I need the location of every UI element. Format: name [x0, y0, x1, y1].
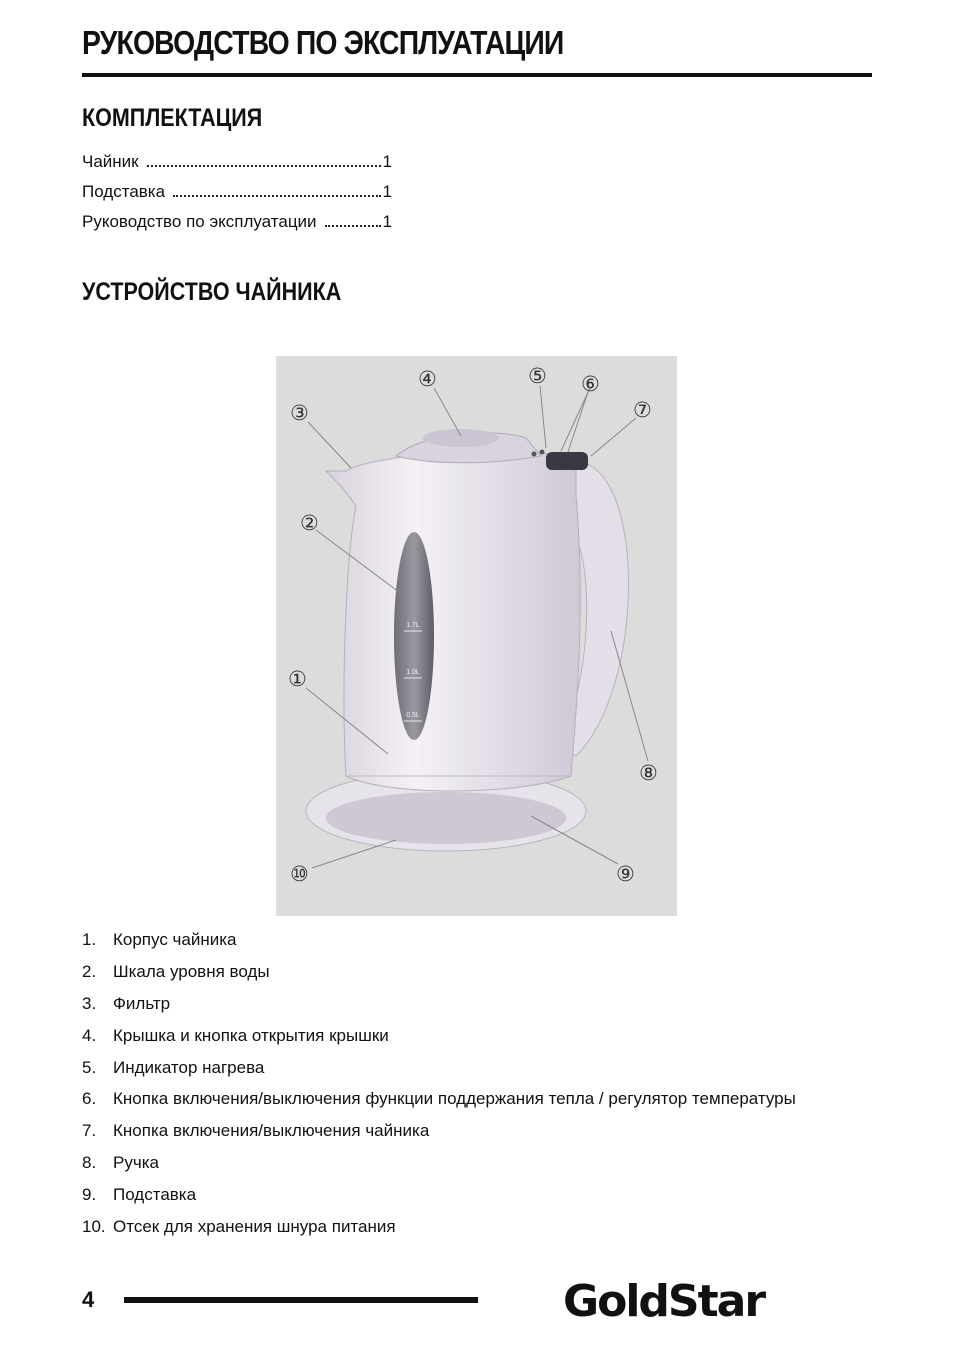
contents-item-name: Чайник: [82, 152, 139, 171]
item-label: Индикатор нагрева: [113, 1057, 265, 1077]
callout-5: ⑤: [528, 364, 547, 388]
list-item: [82, 1211, 796, 1243]
callout-7: ⑦: [633, 398, 652, 422]
dot-leader: [173, 194, 380, 197]
power-switch: [546, 452, 588, 470]
title-divider: [82, 73, 872, 77]
item-label: Ручка: [113, 1153, 159, 1173]
dot-leader: [325, 224, 381, 227]
contents-item-qty: 1: [382, 212, 392, 231]
callout-10: ⑩: [290, 862, 309, 886]
list-item: [82, 988, 796, 1020]
scale-mark: 1.7L: [406, 622, 420, 629]
parts-list: [82, 924, 796, 1243]
callout-4: ④: [418, 367, 437, 391]
dot-leader: [147, 164, 381, 167]
list-item: [82, 956, 796, 988]
list-item: [82, 1147, 796, 1179]
item-number: 1.: [82, 929, 97, 949]
item-label: Шкала уровня воды: [113, 961, 270, 981]
contents-heading: КОМПЛЕКТАЦИЯ: [82, 104, 263, 132]
item-number: 3.: [82, 993, 97, 1013]
item-number: 9.: [82, 1185, 97, 1205]
contents-item: [82, 152, 392, 182]
scale-mark: 1.0L: [406, 669, 420, 676]
page-title: РУКОВОДСТВО ПО ЭКСПЛУАТАЦИИ: [82, 24, 564, 61]
item-number: 7.: [82, 1121, 97, 1141]
callout-1: ①: [288, 667, 307, 691]
kettle-body: [326, 452, 580, 791]
list-item: [82, 1052, 796, 1084]
item-number: 2.: [82, 961, 97, 981]
brand-logo: GoldStar: [563, 1276, 765, 1327]
page-number: 4: [82, 1287, 95, 1312]
item-number: 10.: [82, 1216, 106, 1236]
list-item: [82, 1179, 796, 1211]
contents-item-name: Руководство по эксплуатации: [82, 212, 317, 231]
item-number: 5.: [82, 1057, 97, 1077]
item-label: Подставка: [113, 1185, 197, 1205]
contents-item-qty: 1: [382, 152, 392, 171]
callout-6: ⑥: [581, 372, 600, 396]
scale-mark: 0.5L: [406, 712, 420, 719]
item-label: Корпус чайника: [113, 929, 237, 949]
footer-divider: [124, 1297, 478, 1303]
item-label: Крышка и кнопка открытия крышки: [113, 1025, 389, 1045]
contents-item: [82, 212, 392, 242]
callout-8: ⑧: [639, 761, 658, 785]
list-item: [82, 1083, 796, 1115]
list-item: [82, 1020, 796, 1052]
kettle-diagram: [276, 356, 677, 916]
item-number: 8.: [82, 1153, 97, 1173]
contents-item: [82, 182, 392, 212]
contents-list: [82, 152, 392, 242]
water-window: [394, 532, 434, 740]
item-label: Фильтр: [113, 993, 171, 1013]
device-heading: УСТРОЙСТВО ЧАЙНИКА: [82, 278, 342, 306]
contents-item-name: Подставка: [82, 182, 166, 201]
item-number: 4.: [82, 1025, 97, 1045]
item-label: Кнопка включения/выключения чайника: [113, 1121, 430, 1141]
callout-3: ③: [290, 401, 309, 425]
list-item: [82, 1115, 796, 1147]
callout-2: ②: [300, 511, 319, 535]
item-label: Кнопка включения/выключения функции поддержания тепла / регулятор температуры: [113, 1089, 796, 1109]
item-number: 6.: [82, 1089, 97, 1109]
item-label: Отсек для хранения шнура питания: [113, 1216, 396, 1236]
callout-9: ⑨: [616, 862, 635, 886]
contents-item-qty: 1: [382, 182, 392, 201]
list-item: [82, 924, 796, 956]
